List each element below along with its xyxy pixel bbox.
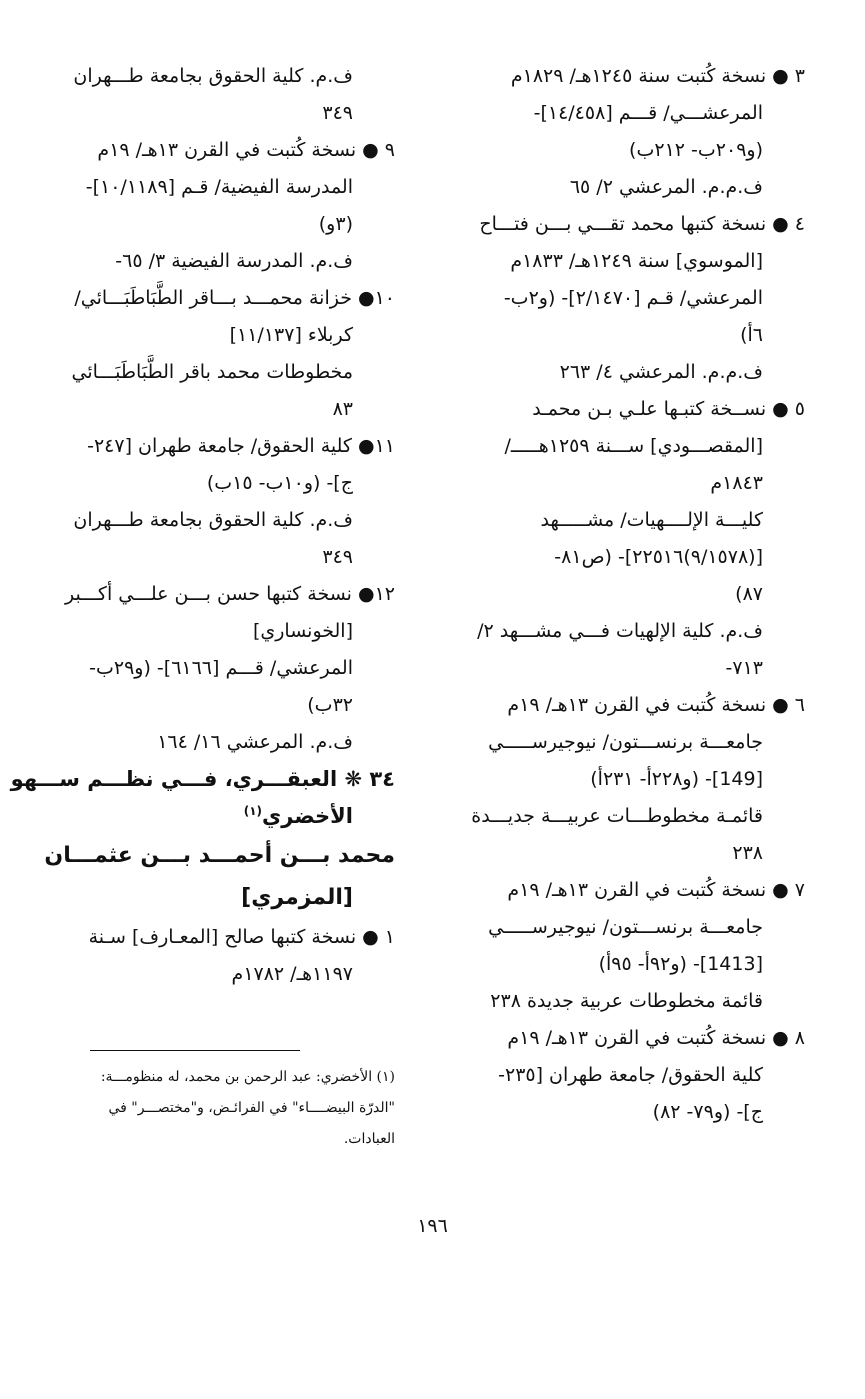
line-text: ٦ ● نسخة كُتبت في القرن ١٣هـ/ ١٩م — [507, 694, 805, 716]
line-text: ١١● كلية الحقوق/ جامعة طهران [٢٤٧- — [87, 435, 395, 457]
text-line — [435, 835, 805, 872]
text-line — [50, 317, 395, 354]
text-line — [435, 465, 805, 502]
text-line — [435, 317, 805, 354]
line-text: ٦أ) — [740, 324, 763, 346]
line-text: ف.م. المدرسة الفيضية ٣/ ٦٥- — [115, 250, 353, 272]
line-text: ٥ ● نســخة كتبـها علـي بـن محمـد — [532, 398, 805, 420]
text-line — [435, 243, 805, 280]
text-line — [50, 169, 395, 206]
line-text: ف.م. المرعشي ١٦/ ١٦٤ — [157, 731, 353, 753]
text-line — [50, 613, 395, 650]
text-line — [50, 95, 395, 132]
text-line — [435, 798, 805, 835]
text-line — [50, 280, 395, 317]
text-line — [50, 465, 395, 502]
text-line — [50, 687, 395, 724]
line-text: ١٨٤٣م — [710, 472, 763, 494]
text-line — [50, 391, 395, 428]
line-text: ج]- (و١٠ب- ١٥ب) — [206, 472, 353, 494]
line-text: الأخضري — [262, 804, 353, 828]
line-text: ٩ ● نسخة كُتبت في القرن ١٣هـ/ ١٩م — [97, 139, 395, 161]
text-line — [435, 391, 805, 428]
text-line — [435, 1020, 805, 1057]
text-line — [50, 956, 395, 993]
line-text: ١٢● نسخة كتبها حسن بـــن علـــي أكـــبر — [65, 583, 395, 605]
text-line — [435, 946, 805, 983]
line-text: ٧١٣- — [725, 657, 763, 679]
text-line — [435, 724, 805, 761]
text-line — [435, 909, 805, 946]
text-line — [435, 502, 805, 539]
line-text: المدرسة الفيضية/ قـم [١٠/١١٨٩]- — [85, 176, 353, 198]
line-text: كلية الحقوق/ جامعة طهران [٢٣٥- — [498, 1064, 763, 1086]
text-line — [50, 539, 395, 576]
text-line — [50, 354, 395, 391]
text-line — [50, 428, 395, 465]
line-text: ٣ ● نسخة كُتبت سنة ١٢٤٥هـ/ ١٨٢٩م — [510, 65, 805, 87]
text-line — [435, 983, 805, 1020]
text-line — [435, 687, 805, 724]
line-text: [1413]- (و٩٢أ- ٩٥أ) — [598, 953, 763, 975]
line-text: المرعشـــي/ قـــم [١٤/٤٥٨]- — [533, 102, 763, 124]
line-text: ٣٤٩ — [322, 102, 353, 124]
text-line — [50, 576, 395, 613]
text-line — [50, 502, 395, 539]
text-line — [435, 613, 805, 650]
footnote-marker: (١) — [243, 804, 263, 818]
text-line — [50, 58, 395, 95]
footnote-line: العبادات. — [343, 1131, 395, 1147]
text-line — [50, 724, 395, 761]
text-line — [435, 1057, 805, 1094]
text-line — [435, 58, 805, 95]
text-line — [435, 1094, 805, 1131]
line-text: قائمة مخطوطات عربية جديدة ٢٣٨ — [490, 990, 763, 1012]
line-text: ف.م. كلية الإلهيات فـــي مشـــهد ٢/ — [477, 620, 763, 642]
line-text: [الموسوي] سنة ١٢٤٩هـ/ ١٨٣٣م — [510, 250, 763, 272]
line-text: مخطوطات محمد باقر الطَّبَاطَبَـــائي — [71, 361, 353, 383]
line-text: ج]- (و٧٩- ٨٢) — [652, 1101, 763, 1123]
line-text: ٣٢ب) — [307, 694, 353, 716]
line-text: قائمـة مخطوطـــات عربيـــة جديـــدة — [471, 805, 763, 827]
text-line — [50, 919, 395, 956]
line-text: ٨٣ — [332, 398, 353, 420]
text-line — [435, 206, 805, 243]
line-text: ١١٩٧هـ/ ١٧٨٢م — [231, 963, 353, 985]
footnote-rule — [90, 1050, 300, 1051]
footnotes — [50, 1062, 395, 1155]
text-line — [435, 95, 805, 132]
footnote-line: "الدرّة البيضــــاء" في الفرائـض، و"مختصـــر" في — [108, 1100, 395, 1116]
text-line — [50, 243, 395, 280]
line-text: ٨٧) — [735, 583, 763, 605]
line-text: ٤ ● نسخة كتبها محمد تقـــي بـــن فتـــاح — [479, 213, 805, 235]
line-text: [149]- (و٢٢٨أ- ٢٣١أ) — [590, 768, 763, 790]
text-line — [435, 650, 805, 687]
line-text: جامعـــة برنســـتون/ نيوجيرســـــي — [488, 916, 763, 938]
text-line — [435, 539, 805, 576]
text-line — [10, 761, 395, 798]
line-text: المرعشي/ قـم [٢/١٤٧٠]- (و٢ب- — [503, 287, 763, 309]
line-text: ١ ● نسخة كتبها صالح [المعـارف] سـنة — [88, 926, 395, 948]
line-text: (٣و) — [318, 213, 353, 235]
text-line — [435, 428, 805, 465]
page-number: ١٩٦ — [417, 1215, 448, 1237]
text-line — [435, 354, 805, 391]
line-text: ٣٤ ❋ العبقـــري، فـــي نظـــم ســـهو — [10, 767, 395, 791]
line-text: ف.م.م. المرعشي ٢/ ٦٥ — [569, 176, 763, 198]
line-text: ف.م.م. المرعشي ٤/ ٢٦٣ — [559, 361, 763, 383]
line-text: ف.م. كلية الحقوق بجامعة طـــهران — [73, 65, 353, 87]
line-text: المرعشي/ قـــم [٦١٦٦]- (و٢٩ب- — [89, 657, 353, 679]
text-line — [50, 206, 395, 243]
text-line — [50, 798, 395, 835]
line-text: ف.م. كلية الحقوق بجامعة طـــهران — [73, 509, 353, 531]
line-text: ٢٣٨ — [732, 842, 763, 864]
line-text: ١٠● خزانة محمـــد بـــاقر الطَّبَاطَبَـــائي/ — [74, 287, 395, 309]
text-line — [435, 169, 805, 206]
line-text: [المزمري] — [241, 885, 353, 910]
line-text: محمد بـــن أحمـــد بـــن عثمـــان — [44, 843, 395, 868]
right-column — [435, 58, 805, 1131]
text-line — [435, 280, 805, 317]
text-line — [50, 132, 395, 169]
line-text: [المقصـــودي] ســـنة ١٢٥٩هـــــ/ — [504, 435, 763, 457]
line-text: [الخونساري] — [252, 620, 353, 642]
line-text: كربلاء [١١/١٣٧] — [229, 324, 353, 346]
line-text: جامعـــة برنســـتون/ نيوجيرســـــي — [488, 731, 763, 753]
text-line — [50, 877, 395, 919]
text-line — [44, 835, 395, 877]
line-text: [(٩/١٥٧٨)٢٢٥١٦]- (ص٨١- — [554, 546, 763, 568]
text-line — [435, 872, 805, 909]
line-text: كليـــة الإلــــهيات/ مشـــــهد — [540, 509, 763, 531]
text-line — [435, 132, 805, 169]
text-line — [435, 576, 805, 613]
line-text: ٨ ● نسخة كُتبت في القرن ١٣هـ/ ١٩م — [507, 1027, 805, 1049]
footnote-line: (١) الأخضري: عبد الرحمن بن محمد، له منظومـــة: — [100, 1069, 395, 1085]
line-text: (و٢٠٩ب- ٢١٢ب) — [629, 139, 763, 161]
line-text: ٣٤٩ — [322, 546, 353, 568]
text-line — [50, 650, 395, 687]
line-text: ٧ ● نسخة كُتبت في القرن ١٣هـ/ ١٩م — [507, 879, 805, 901]
left-column — [10, 58, 395, 993]
text-line — [435, 761, 805, 798]
